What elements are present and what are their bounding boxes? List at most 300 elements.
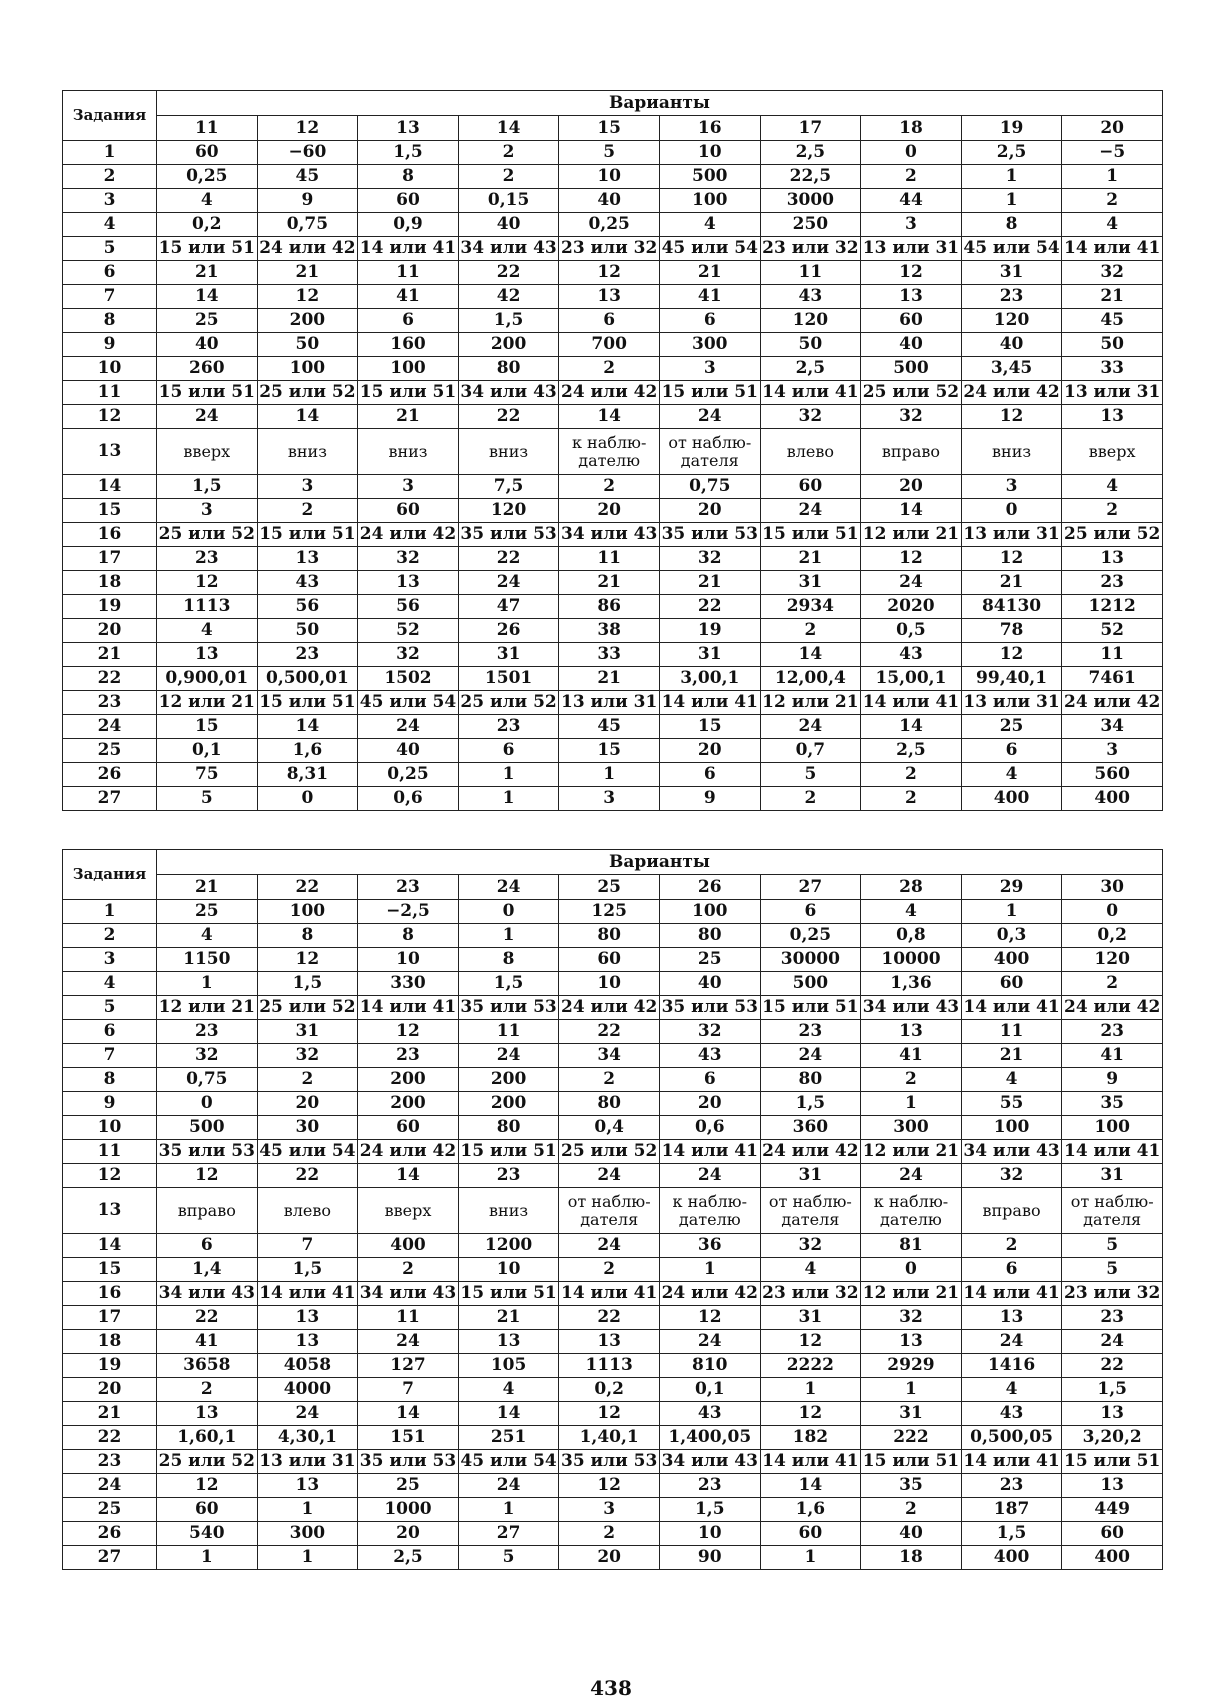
answer-cell: 31 bbox=[659, 643, 760, 667]
answer-cell: 32 bbox=[358, 643, 459, 667]
answer-cell: 1,5 bbox=[157, 475, 258, 499]
answer-cell: 24 bbox=[659, 1330, 760, 1354]
answer-cell: 24 bbox=[659, 405, 760, 429]
answer-cell: 300 bbox=[257, 1522, 358, 1546]
task-number: 11 bbox=[63, 1140, 157, 1164]
answer-cell: 24 bbox=[559, 1164, 660, 1188]
answer-cell: 15 или 51 bbox=[157, 237, 258, 261]
answer-cell: 1 bbox=[961, 189, 1062, 213]
answer-cell: 11 bbox=[760, 261, 861, 285]
answer-cell: 14 или 41 bbox=[861, 691, 962, 715]
task-number: 2 bbox=[63, 165, 157, 189]
answer-cell: влево bbox=[257, 1188, 358, 1234]
answer-cell: 99,40,1 bbox=[961, 667, 1062, 691]
task-number: 10 bbox=[63, 1116, 157, 1140]
answer-cell: 23 bbox=[659, 1474, 760, 1498]
table-row bbox=[63, 285, 1163, 309]
answer-cell: от наблю-дателя bbox=[760, 1188, 861, 1234]
answer-cell: 1416 bbox=[961, 1354, 1062, 1378]
answer-cell: 1200 bbox=[458, 1234, 559, 1258]
answer-cell: 31 bbox=[961, 261, 1062, 285]
answer-cell: 6 bbox=[961, 739, 1062, 763]
answer-cell: 26 bbox=[458, 619, 559, 643]
task-number: 4 bbox=[63, 972, 157, 996]
task-number: 14 bbox=[63, 1234, 157, 1258]
answer-cell: 8 bbox=[358, 165, 459, 189]
answer-cell: 35 или 53 bbox=[458, 996, 559, 1020]
answer-cell: 43 bbox=[659, 1044, 760, 1068]
answer-cell: 45 bbox=[559, 715, 660, 739]
answer-cell: 2020 bbox=[861, 595, 962, 619]
answer-cell: 11 bbox=[358, 1306, 459, 1330]
table-row bbox=[63, 1188, 1163, 1234]
answer-cell: 24 или 42 bbox=[358, 1140, 459, 1164]
answer-cell: 400 bbox=[961, 948, 1062, 972]
answer-cell: 6 bbox=[559, 309, 660, 333]
answer-cell: 40 bbox=[659, 972, 760, 996]
answer-cell: 14 или 41 bbox=[559, 1282, 660, 1306]
table-row bbox=[63, 1402, 1163, 1426]
answer-cell: 12 bbox=[760, 1330, 861, 1354]
answer-cell: 2 bbox=[1062, 972, 1163, 996]
answer-cell: 12 bbox=[559, 261, 660, 285]
table-row bbox=[63, 141, 1163, 165]
answer-cell: 24 bbox=[358, 1330, 459, 1354]
table-row bbox=[63, 1044, 1163, 1068]
answer-cell: 12 bbox=[961, 405, 1062, 429]
answer-cell: 10 bbox=[559, 165, 660, 189]
answer-cell: 80 bbox=[659, 924, 760, 948]
answer-cell: 24 bbox=[458, 1044, 559, 1068]
answer-cell: 120 bbox=[1062, 948, 1163, 972]
table-row bbox=[63, 691, 1163, 715]
answer-cell: 21 bbox=[1062, 285, 1163, 309]
answer-cell: 21 bbox=[559, 571, 660, 595]
answer-cell: 100 bbox=[659, 900, 760, 924]
table-row bbox=[63, 1450, 1163, 1474]
answer-cell: 4 bbox=[659, 213, 760, 237]
answer-cell: 0,75 bbox=[157, 1068, 258, 1092]
answer-cell: 0,25 bbox=[559, 213, 660, 237]
answer-cell: 13 bbox=[257, 1474, 358, 1498]
table-row bbox=[63, 261, 1163, 285]
answer-cell: 400 bbox=[1062, 1546, 1163, 1570]
answer-cell: 1,5 bbox=[961, 1522, 1062, 1546]
answer-cell: 24 bbox=[861, 1164, 962, 1188]
answer-cell: 50 bbox=[257, 619, 358, 643]
answer-cell: 32 bbox=[157, 1044, 258, 1068]
answer-cell: вниз bbox=[358, 429, 459, 475]
answer-cell: 14 bbox=[861, 499, 962, 523]
answer-cell: 3 bbox=[659, 357, 760, 381]
answer-cell: 23 bbox=[1062, 571, 1163, 595]
answer-cell: 8 bbox=[358, 924, 459, 948]
answer-cell: 23 bbox=[358, 1044, 459, 1068]
answer-cell: 20 bbox=[861, 475, 962, 499]
task-number: 9 bbox=[63, 333, 157, 357]
answer-cell: 500 bbox=[760, 972, 861, 996]
table-row bbox=[63, 1020, 1163, 1044]
answer-cell: 12 bbox=[257, 948, 358, 972]
answer-cell: 3,45 bbox=[961, 357, 1062, 381]
answer-cell: 80 bbox=[458, 1116, 559, 1140]
answer-cell: 60 bbox=[358, 1116, 459, 1140]
answer-cell: 41 bbox=[358, 285, 459, 309]
answer-cell: 1 bbox=[961, 900, 1062, 924]
answer-cell: 11 bbox=[559, 547, 660, 571]
answer-cell: 15,00,1 bbox=[861, 667, 962, 691]
answer-cell: 5 bbox=[1062, 1258, 1163, 1282]
answer-cell: 90 bbox=[659, 1546, 760, 1570]
variant-number: 18 bbox=[861, 116, 962, 141]
answer-cell: 34 или 43 bbox=[458, 381, 559, 405]
answer-cell: 35 или 53 bbox=[458, 523, 559, 547]
table-row bbox=[63, 405, 1163, 429]
answer-cell: 25 или 52 bbox=[157, 523, 258, 547]
answer-cell: 2 bbox=[861, 787, 962, 811]
task-number: 15 bbox=[63, 1258, 157, 1282]
answer-cell: 1 bbox=[157, 1546, 258, 1570]
task-number: 7 bbox=[63, 285, 157, 309]
table-row bbox=[63, 1116, 1163, 1140]
variant-number: 25 bbox=[559, 875, 660, 900]
task-number: 1 bbox=[63, 900, 157, 924]
table-row bbox=[63, 1234, 1163, 1258]
answer-cell: 14 или 41 bbox=[358, 237, 459, 261]
answer-cell: 1000 bbox=[358, 1498, 459, 1522]
answer-cell: 34 bbox=[1062, 715, 1163, 739]
answer-cell: 24 bbox=[961, 1330, 1062, 1354]
answer-cell: 0,8 bbox=[861, 924, 962, 948]
answer-cell: 40 bbox=[157, 333, 258, 357]
answer-cell: 2 bbox=[760, 787, 861, 811]
answer-cell: 125 bbox=[559, 900, 660, 924]
answer-cell: 31 bbox=[1062, 1164, 1163, 1188]
answer-cell: 0,25 bbox=[358, 763, 459, 787]
answer-cell: 43 bbox=[760, 285, 861, 309]
variant-number: 20 bbox=[1062, 116, 1163, 141]
table-row bbox=[63, 787, 1163, 811]
task-number: 8 bbox=[63, 1068, 157, 1092]
task-number: 5 bbox=[63, 996, 157, 1020]
answer-cell: 34 или 43 bbox=[659, 1450, 760, 1474]
answer-cell: −5 bbox=[1062, 141, 1163, 165]
table-row bbox=[63, 739, 1163, 763]
answer-cell: 10 bbox=[358, 948, 459, 972]
task-number: 3 bbox=[63, 189, 157, 213]
answer-cell: 24 bbox=[458, 1474, 559, 1498]
answer-cell: 1150 bbox=[157, 948, 258, 972]
answer-cell: 52 bbox=[1062, 619, 1163, 643]
answer-cell: 21 bbox=[559, 667, 660, 691]
answer-cell: 15 bbox=[659, 715, 760, 739]
answer-cell: 4 bbox=[1062, 475, 1163, 499]
answer-cell: вверх bbox=[157, 429, 258, 475]
answer-cell: 32 bbox=[760, 1234, 861, 1258]
answer-cell: 1,5 bbox=[458, 309, 559, 333]
answer-cell: 14 или 41 bbox=[1062, 1140, 1163, 1164]
answer-cell: 5 bbox=[157, 787, 258, 811]
answer-cell: 182 bbox=[760, 1426, 861, 1450]
answer-cell: 2,5 bbox=[760, 357, 861, 381]
answer-cell: 25 bbox=[659, 948, 760, 972]
table-row bbox=[63, 1426, 1163, 1450]
answer-cell: 80 bbox=[559, 924, 660, 948]
answer-cell: 24 или 42 bbox=[559, 996, 660, 1020]
answer-cell: 200 bbox=[358, 1092, 459, 1116]
task-number: 5 bbox=[63, 237, 157, 261]
answer-cell: 34 bbox=[559, 1044, 660, 1068]
task-number: 19 bbox=[63, 1354, 157, 1378]
answers-table-variants-21-30 bbox=[62, 849, 1163, 1570]
answer-cell: 4 bbox=[961, 1378, 1062, 1402]
answer-cell: 2934 bbox=[760, 595, 861, 619]
task-number: 6 bbox=[63, 261, 157, 285]
answer-cell: 12 или 21 bbox=[157, 996, 258, 1020]
answer-cell: 22 bbox=[458, 547, 559, 571]
answer-cell: 3 bbox=[157, 499, 258, 523]
answer-cell: 250 bbox=[760, 213, 861, 237]
answer-cell: 10 bbox=[559, 972, 660, 996]
task-number: 18 bbox=[63, 571, 157, 595]
variant-number: 14 bbox=[458, 116, 559, 141]
answer-cell: 14 или 41 bbox=[760, 1450, 861, 1474]
variant-number: 22 bbox=[257, 875, 358, 900]
answer-cell: 25 или 52 bbox=[157, 1450, 258, 1474]
task-number: 26 bbox=[63, 763, 157, 787]
answer-cell: 1 bbox=[760, 1546, 861, 1570]
answer-cell: 3,20,2 bbox=[1062, 1426, 1163, 1450]
table-row bbox=[63, 333, 1163, 357]
answer-cell: 14 bbox=[559, 405, 660, 429]
answer-cell: 45 bbox=[257, 165, 358, 189]
answer-cell: 24 bbox=[458, 571, 559, 595]
answer-cell: 30 bbox=[257, 1116, 358, 1140]
tasks-column-header: Задания bbox=[63, 91, 157, 141]
answer-cell: 20 bbox=[559, 499, 660, 523]
answer-cell: 25 bbox=[157, 900, 258, 924]
answer-cell: 10000 bbox=[861, 948, 962, 972]
answer-cell: 21 bbox=[961, 1044, 1062, 1068]
answer-cell: 10 bbox=[659, 141, 760, 165]
answer-cell: 2 bbox=[861, 165, 962, 189]
answer-cell: 21 bbox=[760, 547, 861, 571]
answer-cell: 9 bbox=[1062, 1068, 1163, 1092]
answer-cell: 1,36 bbox=[861, 972, 962, 996]
answer-cell: 0,2 bbox=[559, 1378, 660, 1402]
answer-cell: 9 bbox=[659, 787, 760, 811]
variant-number: 17 bbox=[760, 116, 861, 141]
table-row bbox=[63, 1378, 1163, 1402]
answer-cell: 100 bbox=[659, 189, 760, 213]
variant-number: 21 bbox=[157, 875, 258, 900]
task-number: 16 bbox=[63, 1282, 157, 1306]
answer-cell: 12,00,4 bbox=[760, 667, 861, 691]
answer-cell: 6 bbox=[157, 1234, 258, 1258]
task-number: 13 bbox=[63, 1188, 157, 1234]
answer-cell: 20 bbox=[659, 739, 760, 763]
answer-cell: 1 bbox=[659, 1258, 760, 1282]
answer-cell: 56 bbox=[358, 595, 459, 619]
answer-cell: 4058 bbox=[257, 1354, 358, 1378]
answer-cell: 43 bbox=[659, 1402, 760, 1426]
task-number: 21 bbox=[63, 1402, 157, 1426]
answer-cell: 2 bbox=[1062, 499, 1163, 523]
table-row bbox=[63, 189, 1163, 213]
answer-cell: 4 bbox=[458, 1378, 559, 1402]
task-number: 16 bbox=[63, 523, 157, 547]
answer-cell: 100 bbox=[257, 357, 358, 381]
page-number: 438 bbox=[590, 1676, 632, 1700]
answer-cell: 5 bbox=[1062, 1234, 1163, 1258]
answer-cell: 23 или 32 bbox=[1062, 1282, 1163, 1306]
answer-cell: 45 bbox=[1062, 309, 1163, 333]
answer-cell: 80 bbox=[458, 357, 559, 381]
answer-cell: 15 или 51 bbox=[358, 381, 459, 405]
answer-cell: 12 bbox=[861, 547, 962, 571]
answer-cell: 1502 bbox=[358, 667, 459, 691]
answer-cell: 13 bbox=[157, 643, 258, 667]
task-number: 24 bbox=[63, 715, 157, 739]
answer-cell: 187 bbox=[961, 1498, 1062, 1522]
answer-cell: 35 или 53 bbox=[157, 1140, 258, 1164]
task-number: 8 bbox=[63, 309, 157, 333]
answer-cell: 14 bbox=[760, 1474, 861, 1498]
answer-cell: 3 bbox=[358, 475, 459, 499]
answer-cell: 500 bbox=[157, 1116, 258, 1140]
variant-number: 27 bbox=[760, 875, 861, 900]
answer-cell: 24 или 42 bbox=[358, 523, 459, 547]
answer-cell: 14 bbox=[257, 405, 358, 429]
task-number: 9 bbox=[63, 1092, 157, 1116]
answer-cell: 10 bbox=[458, 1258, 559, 1282]
answer-cell: 75 bbox=[157, 763, 258, 787]
answer-cell: 24 bbox=[1062, 1330, 1163, 1354]
variant-number: 12 bbox=[257, 116, 358, 141]
answer-cell: 0 bbox=[458, 900, 559, 924]
task-number: 6 bbox=[63, 1020, 157, 1044]
answer-cell: 1,5 bbox=[358, 141, 459, 165]
answer-cell: 55 bbox=[961, 1092, 1062, 1116]
answer-cell: 500 bbox=[659, 165, 760, 189]
answer-cell: 13 bbox=[257, 1306, 358, 1330]
table-row bbox=[63, 165, 1163, 189]
answer-cell: 32 bbox=[358, 547, 459, 571]
answer-cell: 0,500,05 bbox=[961, 1426, 1062, 1450]
table-row bbox=[63, 1546, 1163, 1570]
answer-cell: 40 bbox=[961, 333, 1062, 357]
answer-cell: вправо bbox=[961, 1188, 1062, 1234]
answer-cell: вправо bbox=[861, 429, 962, 475]
answer-cell: 14 или 41 bbox=[659, 691, 760, 715]
answer-cell: 1 bbox=[559, 763, 660, 787]
table-row bbox=[63, 1498, 1163, 1522]
answer-cell: 40 bbox=[458, 213, 559, 237]
answer-cell: 15 или 51 bbox=[659, 381, 760, 405]
answer-cell: 40 bbox=[861, 1522, 962, 1546]
table-row bbox=[63, 499, 1163, 523]
task-number: 11 bbox=[63, 381, 157, 405]
table-row bbox=[63, 309, 1163, 333]
answer-cell: 35 или 53 bbox=[559, 1450, 660, 1474]
answer-cell: 3658 bbox=[157, 1354, 258, 1378]
answer-cell: 24 bbox=[559, 1234, 660, 1258]
answer-cell: 22 bbox=[458, 261, 559, 285]
answer-cell: 8,31 bbox=[257, 763, 358, 787]
variants-header: Варианты bbox=[157, 91, 1163, 116]
answer-cell: 15 или 51 bbox=[458, 1282, 559, 1306]
variant-number: 28 bbox=[861, 875, 962, 900]
answer-cell: 120 bbox=[961, 309, 1062, 333]
answer-cell: 22 bbox=[458, 405, 559, 429]
variant-number: 11 bbox=[157, 116, 258, 141]
answer-cell: 0 bbox=[861, 141, 962, 165]
answer-cell: 15 или 51 bbox=[157, 381, 258, 405]
answer-cell: 12 или 21 bbox=[861, 523, 962, 547]
answer-cell: 15 или 51 bbox=[760, 996, 861, 1020]
task-number: 18 bbox=[63, 1330, 157, 1354]
answer-cell: 2 bbox=[861, 763, 962, 787]
answer-cell: −60 bbox=[257, 141, 358, 165]
variant-number: 24 bbox=[458, 875, 559, 900]
answer-cell: 13 bbox=[458, 1330, 559, 1354]
answer-cell: 12 bbox=[659, 1306, 760, 1330]
answer-cell: 1,5 bbox=[1062, 1378, 1163, 1402]
answer-cell: 31 bbox=[760, 571, 861, 595]
variant-number: 15 bbox=[559, 116, 660, 141]
answer-cell: 0,4 bbox=[559, 1116, 660, 1140]
answer-cell: 200 bbox=[458, 1068, 559, 1092]
answer-cell: 19 bbox=[659, 619, 760, 643]
answer-cell: 24 bbox=[358, 715, 459, 739]
answer-cell: 31 bbox=[760, 1164, 861, 1188]
answer-cell: 100 bbox=[1062, 1116, 1163, 1140]
answer-cell: 14 bbox=[458, 1402, 559, 1426]
answer-cell: 30000 bbox=[760, 948, 861, 972]
answer-cell: 700 bbox=[559, 333, 660, 357]
task-number: 17 bbox=[63, 547, 157, 571]
answer-cell: 12 bbox=[157, 1164, 258, 1188]
variant-number: 19 bbox=[961, 116, 1062, 141]
answer-cell: 200 bbox=[458, 1092, 559, 1116]
answer-cell: 45 или 54 bbox=[358, 691, 459, 715]
answer-cell: 21 bbox=[961, 571, 1062, 595]
answer-cell: 0 bbox=[157, 1092, 258, 1116]
answer-cell: 1,5 bbox=[659, 1498, 760, 1522]
answer-cell: 2 bbox=[257, 499, 358, 523]
answer-cell: 0,9 bbox=[358, 213, 459, 237]
answer-cell: 0,2 bbox=[157, 213, 258, 237]
answer-cell: 6 bbox=[961, 1258, 1062, 1282]
answer-cell: 2 bbox=[961, 1234, 1062, 1258]
answer-cell: 20 bbox=[257, 1092, 358, 1116]
answer-cell: 43 bbox=[961, 1402, 1062, 1426]
answer-cell: 4 bbox=[157, 924, 258, 948]
answer-cell: 32 bbox=[1062, 261, 1163, 285]
answer-cell: 0,5 bbox=[861, 619, 962, 643]
answer-cell: 4 bbox=[861, 900, 962, 924]
answer-cell: 41 bbox=[1062, 1044, 1163, 1068]
answer-cell: 7 bbox=[257, 1234, 358, 1258]
answer-cell: 13 или 31 bbox=[257, 1450, 358, 1474]
answer-cell: 4 bbox=[1062, 213, 1163, 237]
answer-cell: 300 bbox=[659, 333, 760, 357]
answer-cell: 2 bbox=[458, 165, 559, 189]
table-row bbox=[63, 1282, 1163, 1306]
answer-cell: 6 bbox=[659, 1068, 760, 1092]
variant-number: 16 bbox=[659, 116, 760, 141]
variant-number: 29 bbox=[961, 875, 1062, 900]
